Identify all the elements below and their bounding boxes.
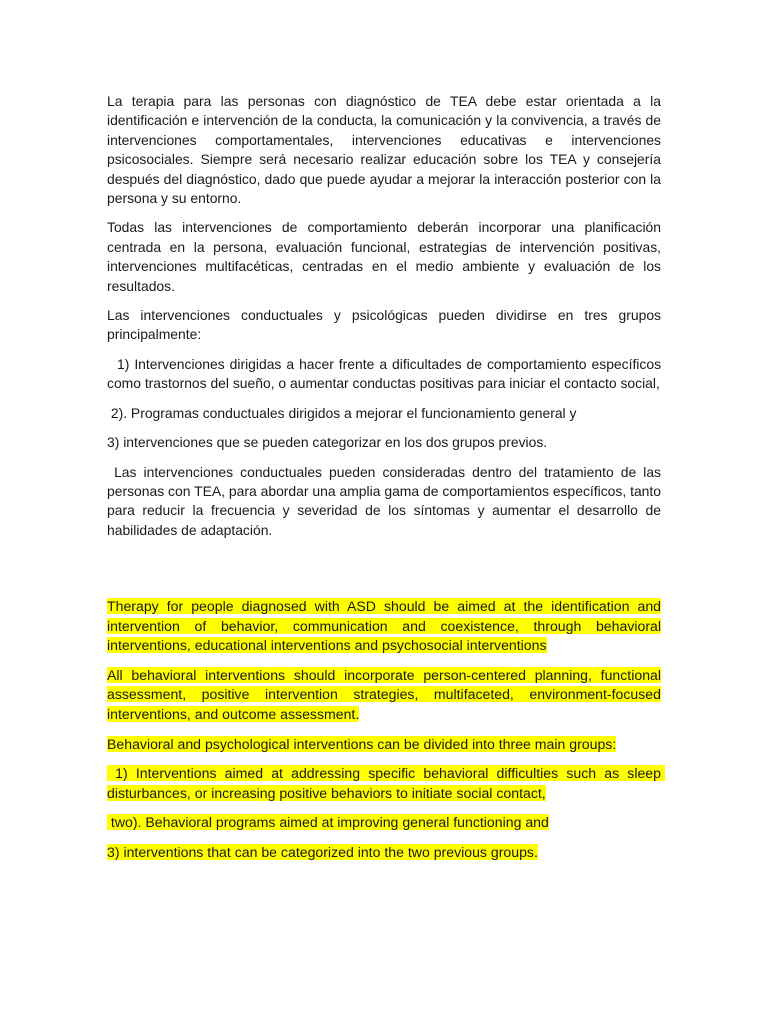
spanish-list-item-3: 3) intervenciones que se pueden categorizar en los dos grupos previos. bbox=[107, 434, 548, 451]
spanish-list-item-2: 2). Programas conductuales dirigidos a mejorar el funcionamiento general y bbox=[107, 404, 577, 421]
english-paragraph-groups bbox=[107, 735, 661, 755]
english-paragraph-interventions-text: All behavioral interventions should incorporate person-centered planning, functional assessment, positive intervention strategies, multifaceted, environment-focused interventions, and outcome assessment. bbox=[107, 666, 661, 722]
spanish-paragraph-therapy: La terapia para las personas con diagnóstico de TEA debe estar orientada a la identificación e intervención de la conducta, la comunicación y la convivencia, a través de intervenciones comportamentales, intervenciones educativas e intervenciones psicosociales. Siempre será necesario realizar educación sobre los TEA y consejería después del diagnóstico, dado que puede ayudar a mejorar la interacción posterior con la persona y su entorno. bbox=[107, 93, 661, 207]
english-list-item-3 bbox=[107, 843, 661, 863]
spanish-paragraph-interventions: Todas las intervenciones de comportamiento deberán incorporar una planificación centrada en la persona, evaluación funcional, estrategias de intervención positivas, intervenciones multifacéticas, centradas en el medio ambiente y evaluación de los resultados. bbox=[107, 219, 661, 294]
english-list-item-2-text: two). Behavioral programs aimed at improving general functioning and bbox=[107, 814, 549, 831]
english-paragraph-interventions bbox=[107, 666, 661, 725]
english-list-item-1-text: 1) Interventions aimed at addressing specific behavioral difficulties such as sleep disturbances, or increasing positive behaviors to initiate social contact, bbox=[107, 765, 665, 801]
english-translation-block bbox=[107, 597, 665, 873]
english-list-item-3-text: 3) interventions that can be categorized into the two previous groups. bbox=[107, 843, 538, 860]
english-list-item-2 bbox=[107, 813, 661, 833]
spanish-paragraph-groups: Las intervenciones conductuales y psicológicas pueden dividirse en tres grupos principalmente: bbox=[107, 307, 661, 343]
english-paragraph-therapy bbox=[107, 597, 661, 656]
english-paragraph-groups-text: Behavioral and psychological interventions can be divided into three main groups: bbox=[107, 735, 617, 752]
spanish-text-block bbox=[107, 92, 665, 550]
english-paragraph-therapy-text: Therapy for people diagnosed with ASD should be aimed at the identification and intervention of behavior, communication and coexistence, through behavioral interventions, educational interventions and psychosocial interventions bbox=[107, 598, 661, 654]
english-list-item-1 bbox=[107, 764, 665, 803]
spanish-list-item-1: 1) Intervenciones dirigidas a hacer frente a dificultades de comportamiento específicos como trastornos del sueño, o aumentar conductas positivas para iniciar el contacto social, bbox=[107, 355, 665, 392]
spanish-paragraph-treatment: Las intervenciones conductuales pueden consideradas dentro del tratamiento de las personas con TEA, para abordar una amplia gama de comportamientos específicos, tanto para reducir la frecuencia y severidad de los síntomas y aumentar el desarrollo de habilidades de adaptación. bbox=[107, 463, 665, 538]
